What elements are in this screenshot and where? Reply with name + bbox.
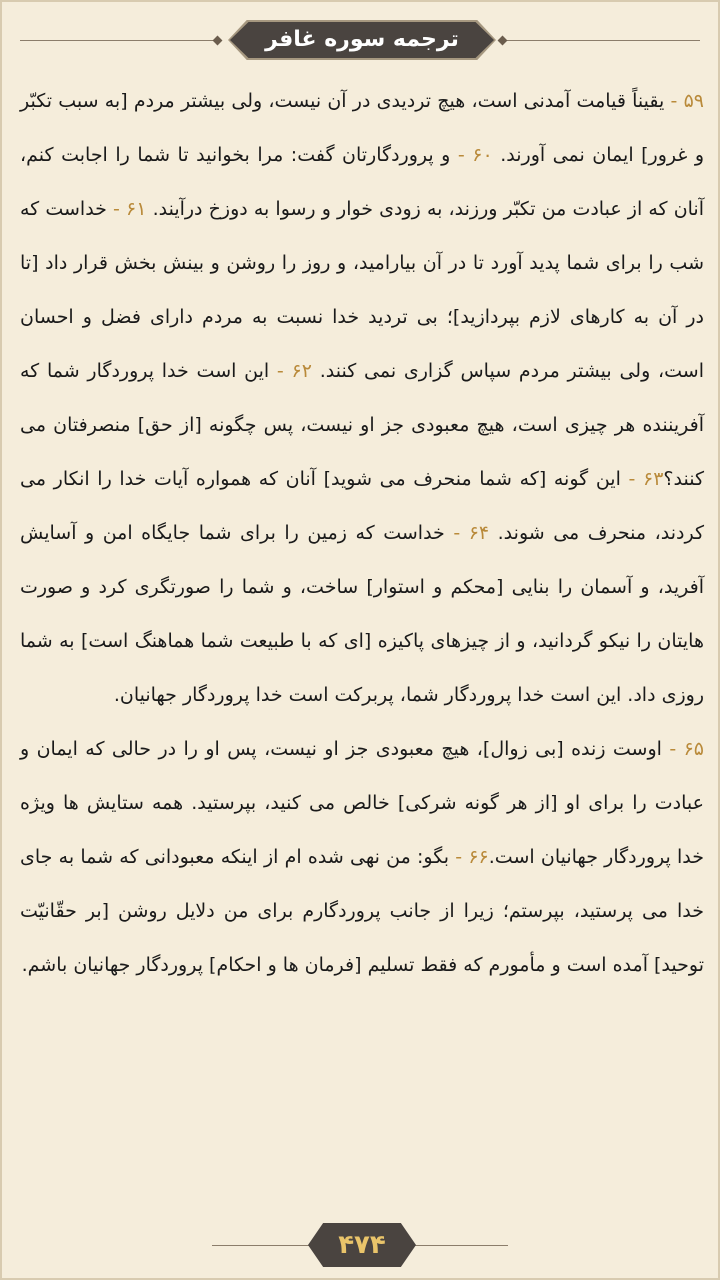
verse-number: ۶۱ - — [106, 198, 147, 220]
verse-text: یقیناً قیامت آمدنی است، هیچ تردیدی در آن نیست، ولی بیشتر مردم [به سبب تکبّر و غرور] ایمان نمی آورند. — [20, 90, 704, 166]
verse-number: ۶۲ - — [269, 360, 312, 382]
header-divider-left — [20, 40, 220, 41]
verse-text: خداست که زمین را برای شما جایگاه امن و آسایش آفرید، و آسمان را بنایی [محکم و استوار] ساخت، و شما را صورتگری کرد و صورت هایتان را نیکو گردانید، و از چیزهای پاکیزه [ای که با طبیعت شما هماهنگ است] به شما روزی داد. این است خدا پروردگار شما، پربرکت است خدا پروردگار جهانیان. — [20, 522, 704, 706]
verse-text: بگو: من نهی شده ام از اینکه معبودانی که شما به جای خدا می پرستید، بپرستم؛ زیرا از جانب پروردگارم برای من دلایل روشن [بر حقّانیّت توحید] آمده است و مأمورم که فقط تسلیم [فرمان ها و احکام] پروردگار جهانیان باشم. — [20, 846, 704, 976]
verse-number: ۶۴ - — [444, 522, 490, 544]
verse-number: ۶۰ - — [450, 144, 493, 166]
verse-text: اوست زنده [بی زوال]، هیچ معبودی جز او نیست، پس او را در حالی که ایمان و عبادت را برای او [از هر گونه شرکی] خالص می کنید، بپرستید. همه ستایش ها ویژه خدا پروردگار جهانیان است. — [20, 738, 704, 868]
verse-text: این است خدا پروردگار شما که آفریننده هر چیزی است، هیچ معبودی جز او نیست، پس چگونه [از حق] منصرفتان می کنند؟ — [20, 360, 704, 490]
page-title: ترجمه سوره غافر — [265, 27, 459, 52]
verse-number: ۵۹ - — [664, 90, 704, 112]
footer-divider-left — [212, 1245, 312, 1246]
verse-number: ۶۳ - — [620, 468, 664, 490]
page-number: ۴۷۴ — [338, 1230, 386, 1260]
verse-text: خداست که شب را برای شما پدید آورد تا در آن بیارامید، و روز را روشن و بینش بخش قرار داد [تا در آن به کارهای لازم بپردازید]؛ بی تردید خدا نسبت به مردم دارای فضل و احسان است، ولی بیشتر مردم سپاس گزاری نمی کنند. — [20, 198, 704, 382]
footer-divider-right — [408, 1245, 508, 1246]
verse-number: ۶۶ - — [449, 846, 489, 868]
verse-number: ۶۵ - — [661, 738, 704, 760]
header-divider-right — [500, 40, 700, 41]
verse-text-block — [20, 74, 704, 992]
verse-text: این گونه [که شما منحرف می شوید] آنان که همواره آیات خدا را انکار می کردند، منحرف می شوند. — [20, 468, 705, 544]
verse-text: و پروردگارتان گفت: مرا بخوانید تا شما را اجابت کنم، آنان که از عبادت من تکبّر ورزند، به زودی خوار و رسوا به دوزخ درآیند. — [20, 144, 705, 220]
header-ornament-left — [213, 36, 223, 46]
